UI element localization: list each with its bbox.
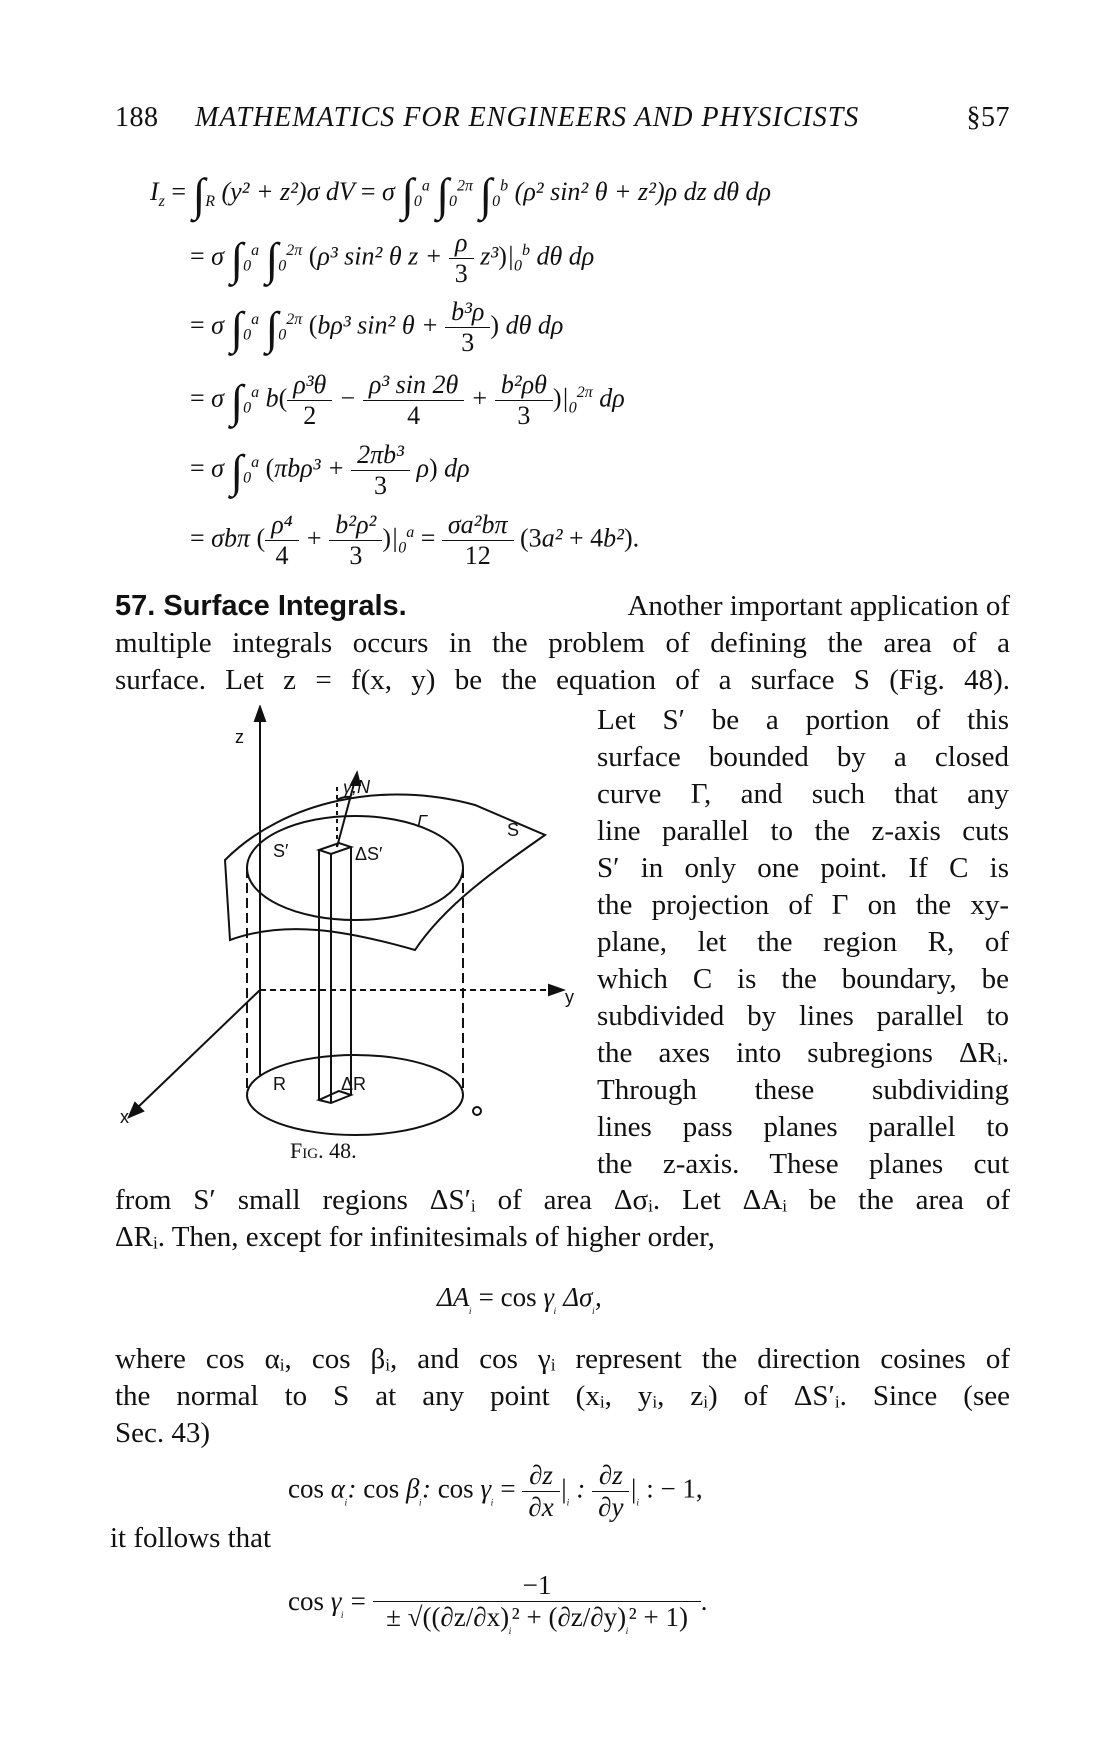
equation-direction-cosines: $\cos \alpha_ᵢ$: $\cos \beta_ᵢ$: $\cos \gamma_ᵢ$ = $\frac{\partial z}{\partial x}$ $|_ᵢ$ : $\frac{\partial z}{\partial y}$ $|_ᵢ$ : − 1, bbox=[288, 1460, 703, 1522]
label-delta-r: ΔR bbox=[341, 1074, 367, 1094]
text-line: surface. Let z = f(x, y) be the equation of a surface S (Fig. 48). bbox=[115, 664, 1010, 696]
figure-caption: Fig. 48. bbox=[290, 1138, 357, 1163]
curve-gamma bbox=[247, 816, 463, 920]
wrapped-line: the z-axis. These planes cut bbox=[597, 1148, 1009, 1180]
section-marker: §57 bbox=[966, 102, 1010, 133]
label-s: S bbox=[507, 820, 520, 840]
running-head bbox=[115, 102, 1010, 142]
equation-line-1: $I_z = \int_R$ (y² + z²)σ dV = σ $\int_0^a$ $\int_0^{2\pi}$ $\int_0^b$ (ρ² sin² θ + z²)ρ dz dθ dρ bbox=[150, 169, 771, 220]
text-line: ΔRᵢ. Then, except for infinitesimals of higher order, bbox=[115, 1221, 715, 1253]
wrapped-line: which C is the boundary, be bbox=[597, 963, 1009, 995]
wrapped-line: Through these subdividing bbox=[597, 1074, 1009, 1106]
equation-line-2: = σ $\int_0^a$ $\int_0^{2\pi}$ (ρ³ sin² θ z + $\frac{\rho}{3}$ $z^3)|_0^b$ dθ dρ bbox=[190, 228, 595, 288]
wrapped-line: the axes into subregions ΔRᵢ. bbox=[597, 1037, 1009, 1069]
section-heading: 57. Surface Integrals. bbox=[115, 590, 407, 622]
text-line: it follows that bbox=[110, 1522, 272, 1554]
label-gamma: Γ bbox=[417, 811, 428, 831]
label-delta-s: ΔS′ bbox=[355, 844, 383, 864]
label-r: R bbox=[273, 1074, 286, 1094]
equation-line-4: = σ $\int_0^a$ b( $\frac{\text{ρ³θ}}{2}$ − $\frac{\text{ρ³ sin 2θ}}{4}$ + $\frac{\text{b²ρθ}}{3}$ )$|_0^{2\pi}$ dρ bbox=[190, 370, 625, 430]
equation-line-6: = σbπ ( $\frac{\text{ρ⁴}}{4}$ + $\frac{\text{b²ρ²}}{3}$ )$|_0^a$ = $\frac{\text{σa²bπ}}{12}$ (3a² + 4b²). bbox=[190, 510, 640, 570]
text-line: the normal to S at any point (xᵢ, yᵢ, zᵢ) of ΔS′ᵢ. Since (see bbox=[115, 1380, 1010, 1412]
section-heading-line bbox=[115, 590, 1010, 623]
figure-48 bbox=[115, 705, 585, 1165]
equation-line-5: = σ $\int_0^a$ (πbρ³ + $\frac{\text{2πb³}}{3}$ ρ) dρ bbox=[190, 440, 470, 500]
region-r bbox=[247, 1055, 463, 1135]
label-z: z bbox=[235, 727, 244, 747]
label-y: y bbox=[565, 987, 574, 1007]
wrapped-line: plane, let the region R, of bbox=[597, 926, 1009, 958]
wrapped-line: S′ in only one point. If C is bbox=[597, 852, 1009, 884]
label-gamma-n: γ,N bbox=[343, 777, 370, 797]
page-number: 188 bbox=[115, 102, 159, 133]
book-title: MATHEMATICS FOR ENGINEERS AND PHYSICISTS bbox=[195, 102, 860, 133]
wrapped-line: line parallel to the z-axis cuts bbox=[597, 815, 1009, 847]
text-line: where cos αᵢ, cos βᵢ, and cos γᵢ represent the direction cosines of bbox=[115, 1343, 1010, 1375]
x-axis bbox=[135, 990, 260, 1110]
wrapped-line: curve Γ, and such that any bbox=[597, 778, 1009, 810]
label-s-prime: S′ bbox=[273, 841, 289, 861]
equation-cos-gamma: $\cos \gamma_ᵢ$ = $\frac{-1}{\pm √((\partial z/\partial x)_ᵢ^2 + (\partial z/\partial y)_ᵢ^2 + 1)}$ . bbox=[288, 1570, 709, 1637]
wrapped-line: the projection of Γ on the xy- bbox=[597, 889, 1009, 921]
label-x: x bbox=[120, 1107, 129, 1127]
wrapped-text-column bbox=[597, 702, 1009, 1183]
heading-line-rest: Another important application of bbox=[627, 590, 1010, 622]
text-line: Sec. 43) bbox=[115, 1417, 211, 1449]
wrapped-line: surface bounded by a closed bbox=[597, 741, 1009, 773]
wrapped-line: Let S′ be a portion of this bbox=[597, 704, 1009, 736]
equation-delta-a: $\Delta A_ᵢ = \cos \gamma_ᵢ$ $\Delta\sigma_ᵢ$, bbox=[437, 1282, 602, 1317]
wrapped-line: subdivided by lines parallel to bbox=[597, 1000, 1009, 1032]
text-line: multiple integrals occurs in the problem of defining the area of a bbox=[115, 627, 1010, 659]
wrapped-line: lines pass planes parallel to bbox=[597, 1111, 1009, 1143]
equation-line-3: = σ $\int_0^a$ $\int_0^{2\pi}$ (bρ³ sin² θ + $\frac{\text{b³ρ}}{3}$ ) dθ dρ bbox=[190, 297, 564, 357]
text-line: from S′ small regions ΔS′ᵢ of area Δσᵢ. Let ΔAᵢ be the area of bbox=[115, 1184, 1010, 1216]
